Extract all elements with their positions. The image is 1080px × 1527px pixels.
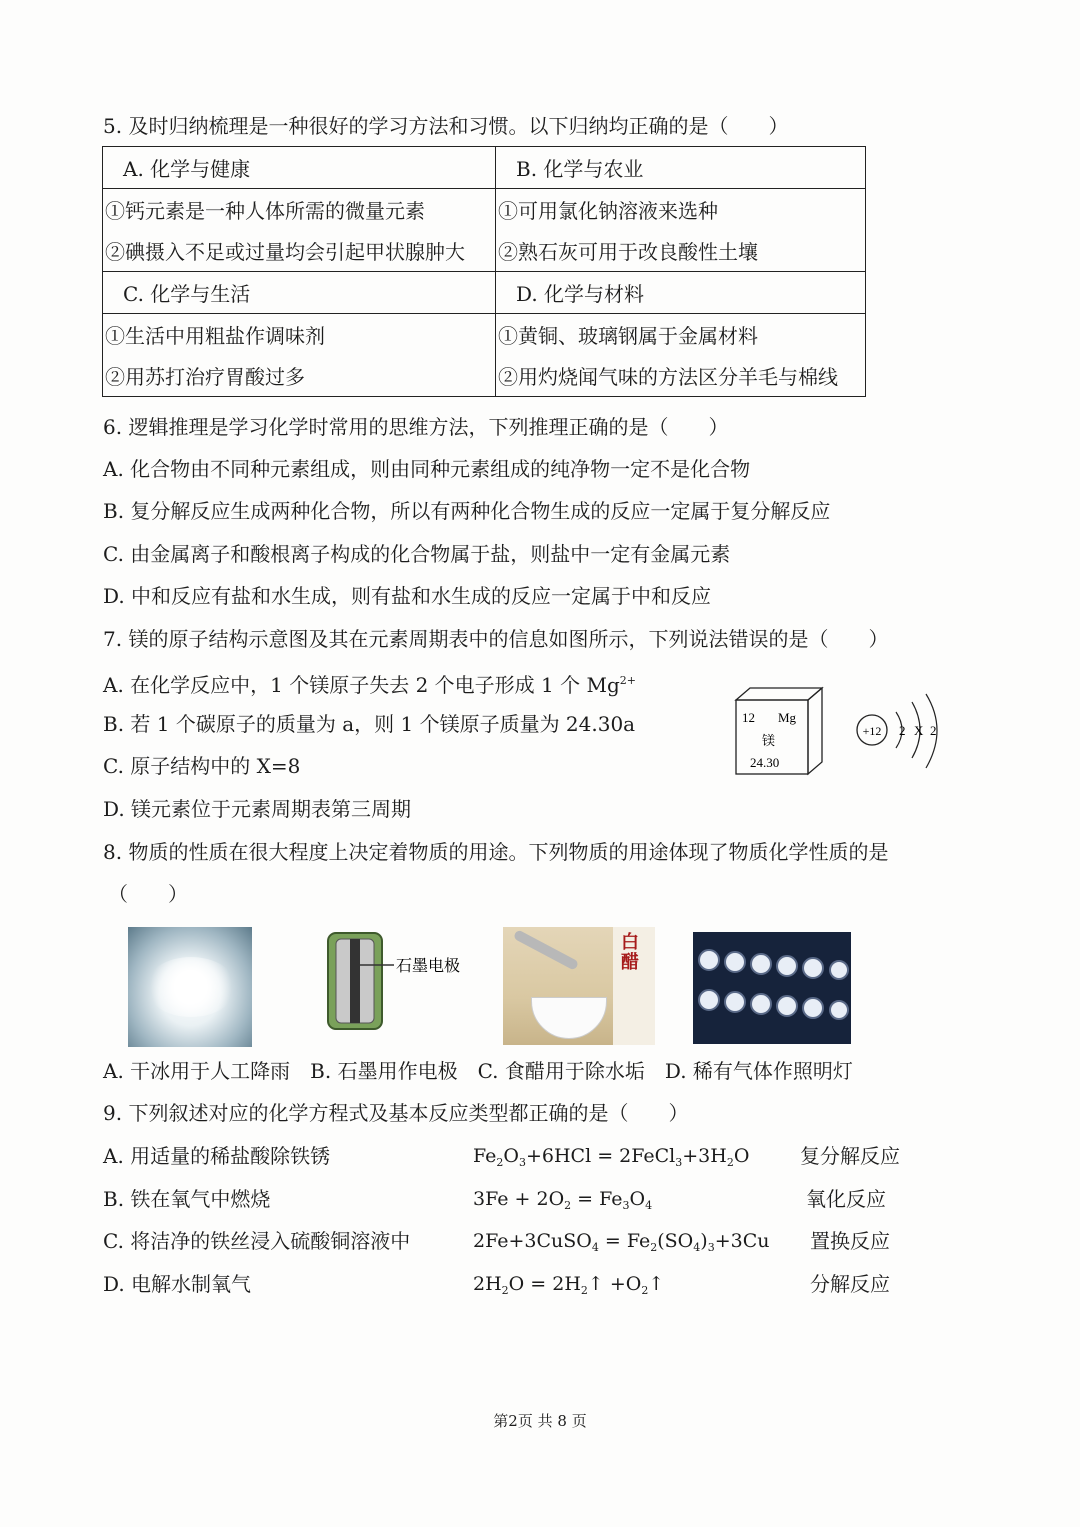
atom-shell-2: X xyxy=(914,723,924,738)
periodic-cell-figure xyxy=(734,686,826,776)
q5-d1: ①黄铜、玻璃钢属于金属材料 xyxy=(496,314,866,356)
graphite-electrode-label: 石墨电极 xyxy=(396,956,461,975)
q8-stem: 8. 物质的性质在很大程度上决定着物质的用途。下列物质的用途体现了物质化学性质的是 xyxy=(103,840,889,864)
q5-c1: ①生活中用粗盐作调味剂 xyxy=(103,314,496,356)
q5-table xyxy=(102,146,866,397)
q9-option-b-desc: B. 铁在氧气中燃烧 xyxy=(103,1187,271,1211)
q7-option-a xyxy=(103,667,636,699)
cell-symbol: Mg xyxy=(778,710,797,725)
vinegar-image xyxy=(503,927,655,1045)
vinegar-label: 白醋 xyxy=(621,932,639,973)
q7-stem: 7. 镁的原子结构示意图及其在元素周期表中的信息如图所示，下列说法错误的是（ ） xyxy=(103,627,889,651)
q9-equation-a: $Fe_2O_3+6HCl$ = $2FeCl_3+3H_2O$ xyxy=(473,1145,750,1169)
q9-option-c-desc: C. 将洁净的铁丝浸入硫酸铜溶液中 xyxy=(103,1229,411,1253)
cell-mass: 24.30 xyxy=(750,755,780,770)
rare-gas-lamps-image xyxy=(693,932,851,1044)
cell-name: 镁 xyxy=(762,734,776,749)
q5-d-head: D. 化学与材料 xyxy=(496,272,866,314)
q9-option-a-type: 复分解反应 xyxy=(800,1144,900,1168)
q5-b-head: B. 化学与农业 xyxy=(496,147,866,189)
q8-paren: （ ） xyxy=(108,882,188,906)
q5-c2: ②用苏打治疗胃酸过多 xyxy=(103,355,496,397)
atom-structure-figure xyxy=(852,690,944,776)
atom-nucleus: +12 xyxy=(862,724,882,738)
atom-shell-1: 2 xyxy=(899,723,906,738)
q6-option-b: B. 复分解反应生成两种化合物，所以有两种化合物生成的反应一定属于复分解反应 xyxy=(103,499,831,523)
q9-option-c-type: 置换反应 xyxy=(810,1229,890,1253)
q5-stem: 5. 及时归纳梳理是一种很好的学习方法和习惯。以下归纳均正确的是（ ） xyxy=(103,114,789,138)
atom-shell-3: 2 xyxy=(930,723,937,738)
q5-a2: ②碘摄入不足或过量均会引起甲状腺肿大 xyxy=(103,230,496,272)
q5-a1: ①钙元素是一种人体所需的微量元素 xyxy=(103,189,496,231)
q7-option-b: B. 若 1 个碳原子的质量为 a，则 1 个镁原子质量为 24.30a xyxy=(103,712,636,736)
q9-equation-c: 2Fe+3CuSO$_4$ = $Fe_2(SO_4)_3+3Cu$ xyxy=(473,1230,770,1254)
q7-option-c: C. 原子结构中的 X=8 xyxy=(103,754,301,778)
q9-option-d-desc: D. 电解水制氧气 xyxy=(103,1272,252,1296)
q9-equation-b: $3Fe + 2O_2 = Fe_3O_4$ xyxy=(473,1188,653,1212)
q6-stem: 6. 逻辑推理是学习化学时常用的思维方法，下列推理正确的是（ ） xyxy=(103,415,729,439)
q9-option-d-type: 分解反应 xyxy=(810,1272,890,1296)
q5-d2: ②用灼烧闻气味的方法区分羊毛与棉线 xyxy=(496,355,866,397)
q5-b2: ②熟石灰可用于改良酸性土壤 xyxy=(496,230,866,272)
q7-option-a-charge: 2+ xyxy=(619,674,636,687)
q5-c-head: C. 化学与生活 xyxy=(103,272,496,314)
cell-number: 12 xyxy=(742,710,755,725)
q9-stem: 9. 下列叙述对应的化学方程式及基本反应类型都正确的是（ ） xyxy=(103,1101,689,1125)
q7-option-d: D. 镁元素位于元素周期表第三周期 xyxy=(103,797,412,821)
q5-a-head: A. 化学与健康 xyxy=(103,147,496,189)
q6-option-c: C. 由金属离子和酸根离子构成的化合物属于盐，则盐中一定有金属元素 xyxy=(103,542,731,566)
q6-option-d: D. 中和反应有盐和水生成，则有盐和水生成的反应一定属于中和反应 xyxy=(103,584,712,608)
q8-options: A. 干冰用于人工降雨 B. 石墨用作电极 C. 食醋用于除水垢 D. 稀有气体作照明灯 xyxy=(103,1059,853,1083)
q7-option-a-text: A. 在化学反应中，1 个镁原子失去 2 个电子形成 1 个 Mg xyxy=(103,673,620,697)
dry-ice-image xyxy=(128,927,252,1047)
q5-b1: ①可用氯化钠溶液来选种 xyxy=(496,189,866,231)
battery-graphite-image xyxy=(300,925,480,1037)
q6-option-a: A. 化合物由不同种元素组成，则由同种元素组成的纯净物一定不是化合物 xyxy=(103,457,751,481)
q9-option-a-desc: A. 用适量的稀盐酸除铁锈 xyxy=(103,1144,331,1168)
q9-equation-d: $2H_2O$ = $2H_2↑$ $+O_2↑$ xyxy=(473,1273,665,1297)
page-footer: 第2页 共 8 页 xyxy=(493,1412,587,1430)
q9-option-b-type: 氧化反应 xyxy=(806,1187,886,1211)
